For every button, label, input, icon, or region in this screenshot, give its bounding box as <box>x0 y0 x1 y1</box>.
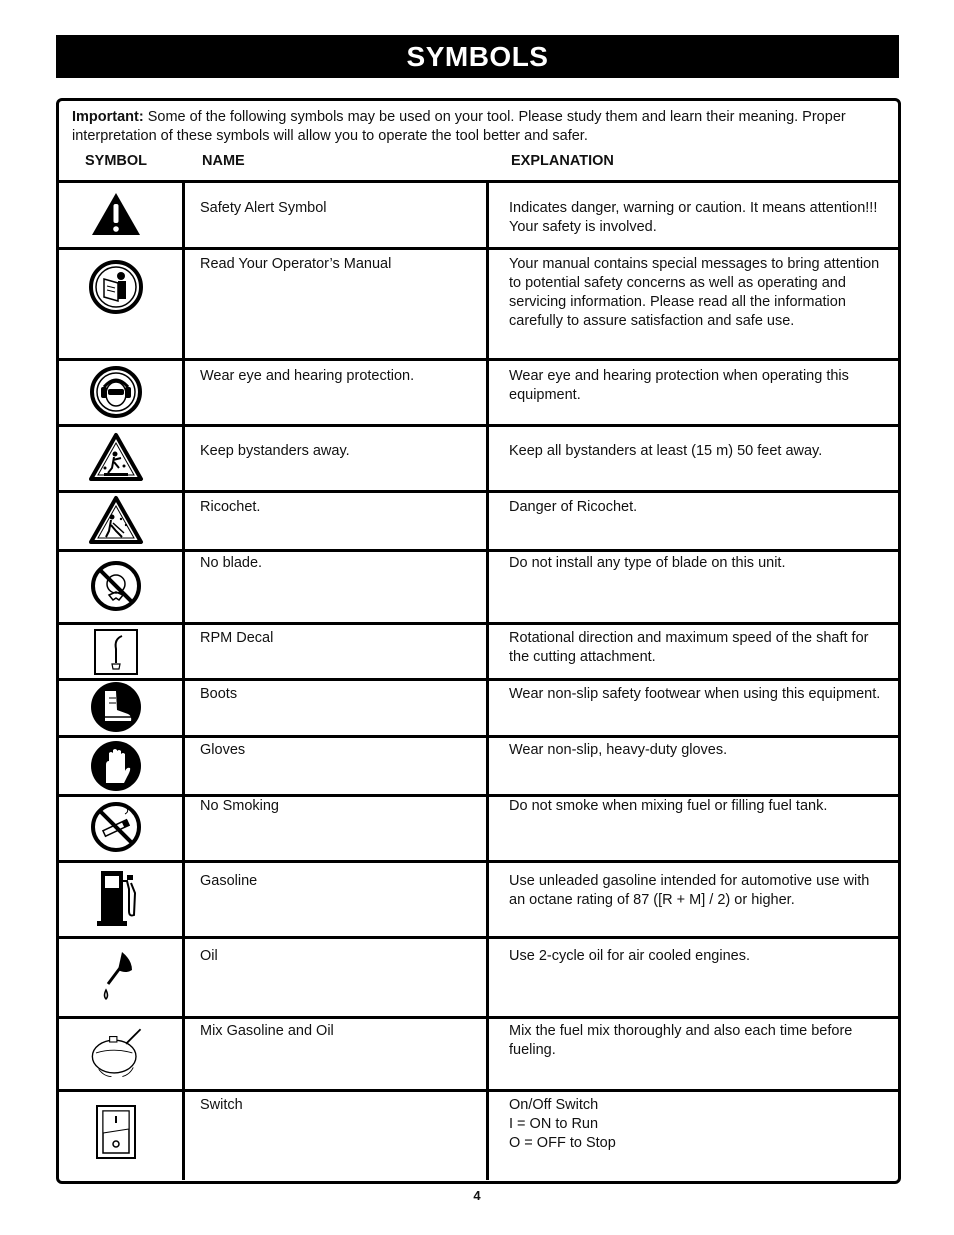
ricochet-icon <box>86 490 146 550</box>
row-2-explanation: Your manual contains special messages to bring attention to potential safety concerns as well as operating and servicing information. Please read all the information carefully to assure satisfaction and safe use. <box>509 256 880 329</box>
row-divider <box>58 860 899 863</box>
row-8-name: Boots <box>200 686 238 702</box>
boots-icon <box>86 677 146 737</box>
page-number: 4 <box>473 1188 481 1203</box>
intro-paragraph <box>72 108 887 146</box>
eye-hearing-protection-icon <box>86 362 146 422</box>
row-12-name: Oil <box>200 948 218 964</box>
row-7-explanation: Rotational direction and maximum speed of the shaft for the cutting attachment. <box>509 630 869 665</box>
gasoline-pump-icon <box>86 868 146 928</box>
row-13-name: Mix Gasoline and Oil <box>200 1023 334 1039</box>
mix-fuel-can-icon <box>86 1022 146 1082</box>
row-3-name: Wear eye and hearing protection. <box>200 368 415 384</box>
row-10-name: No Smoking <box>200 798 279 814</box>
row-divider <box>58 424 899 427</box>
rpm-decal-icon <box>86 622 146 682</box>
row-divider <box>58 936 899 939</box>
header-name: NAME <box>202 153 245 169</box>
page-title: SYMBOLS <box>56 35 899 78</box>
row-8-explanation: Wear non-slip safety footwear when using this equipment. <box>509 686 881 702</box>
row-divider <box>58 1016 899 1019</box>
row-divider <box>58 735 899 738</box>
row-12-explanation: Use 2-cycle oil for air cooled engines. <box>509 948 750 964</box>
row-6-name: No blade. <box>200 555 263 571</box>
row-divider <box>58 247 899 250</box>
header-symbol: SYMBOL <box>85 153 148 169</box>
no-smoking-icon <box>86 797 146 857</box>
row-11-name: Gasoline <box>200 873 258 889</box>
row-6-explanation: Do not install any type of blade on this unit. <box>509 555 786 571</box>
row-11-explanation: Use unleaded gasoline intended for automotive use with an octane rating of 87 ([R + M] / 2) or higher. <box>509 873 870 908</box>
row-14-name: Switch <box>200 1097 243 1113</box>
row-5-name: Ricochet. <box>200 499 261 515</box>
header-explanation: EXPLANATION <box>511 153 614 169</box>
row-1-name: Safety Alert Symbol <box>200 200 327 216</box>
row-4-explanation: Keep all bystanders at least (15 m) 50 feet away. <box>509 443 823 459</box>
row-divider <box>58 549 899 552</box>
read-manual-icon <box>86 257 146 317</box>
row-10-explanation: Do not smoke when mixing fuel or filling fuel tank. <box>509 798 828 814</box>
row-1-explanation: Indicates danger, warning or caution. It means attention!!! Your safety is involved. <box>509 200 878 235</box>
intro-label: Important: <box>72 109 144 125</box>
row-3-explanation: Wear eye and hearing protection when operating this equipment. <box>509 368 849 403</box>
row-divider <box>58 622 899 625</box>
keep-bystanders-away-icon <box>86 427 146 487</box>
row-divider <box>58 678 899 681</box>
row-divider <box>58 1089 899 1092</box>
intro-text: Some of the following symbols may be used on your tool. Please study them and learn their meaning. Proper interpretation of these symbols will allow you to operate the tool better and safer. <box>72 109 846 144</box>
row-divider <box>58 490 899 493</box>
no-blade-icon <box>86 556 146 616</box>
row-5-explanation: Danger of Ricochet. <box>509 499 638 515</box>
safety-alert-icon <box>86 184 146 244</box>
row-4-name: Keep bystanders away. <box>200 443 350 459</box>
gloves-icon <box>86 736 146 796</box>
row-9-name: Gloves <box>200 742 246 758</box>
row-14-explanation: On/Off Switch I = ON to Run O = OFF to Stop <box>509 1097 616 1151</box>
row-2-name: Read Your Operator’s Manual <box>200 256 392 272</box>
row-divider <box>58 358 899 361</box>
row-9-explanation: Wear non-slip, heavy-duty gloves. <box>509 742 728 758</box>
row-13-explanation: Mix the fuel mix thoroughly and also each time before fueling. <box>509 1023 853 1058</box>
row-divider <box>58 180 899 183</box>
oil-can-icon <box>86 946 146 1006</box>
on-off-switch-icon <box>86 1102 146 1162</box>
row-7-name: RPM Decal <box>200 630 274 646</box>
